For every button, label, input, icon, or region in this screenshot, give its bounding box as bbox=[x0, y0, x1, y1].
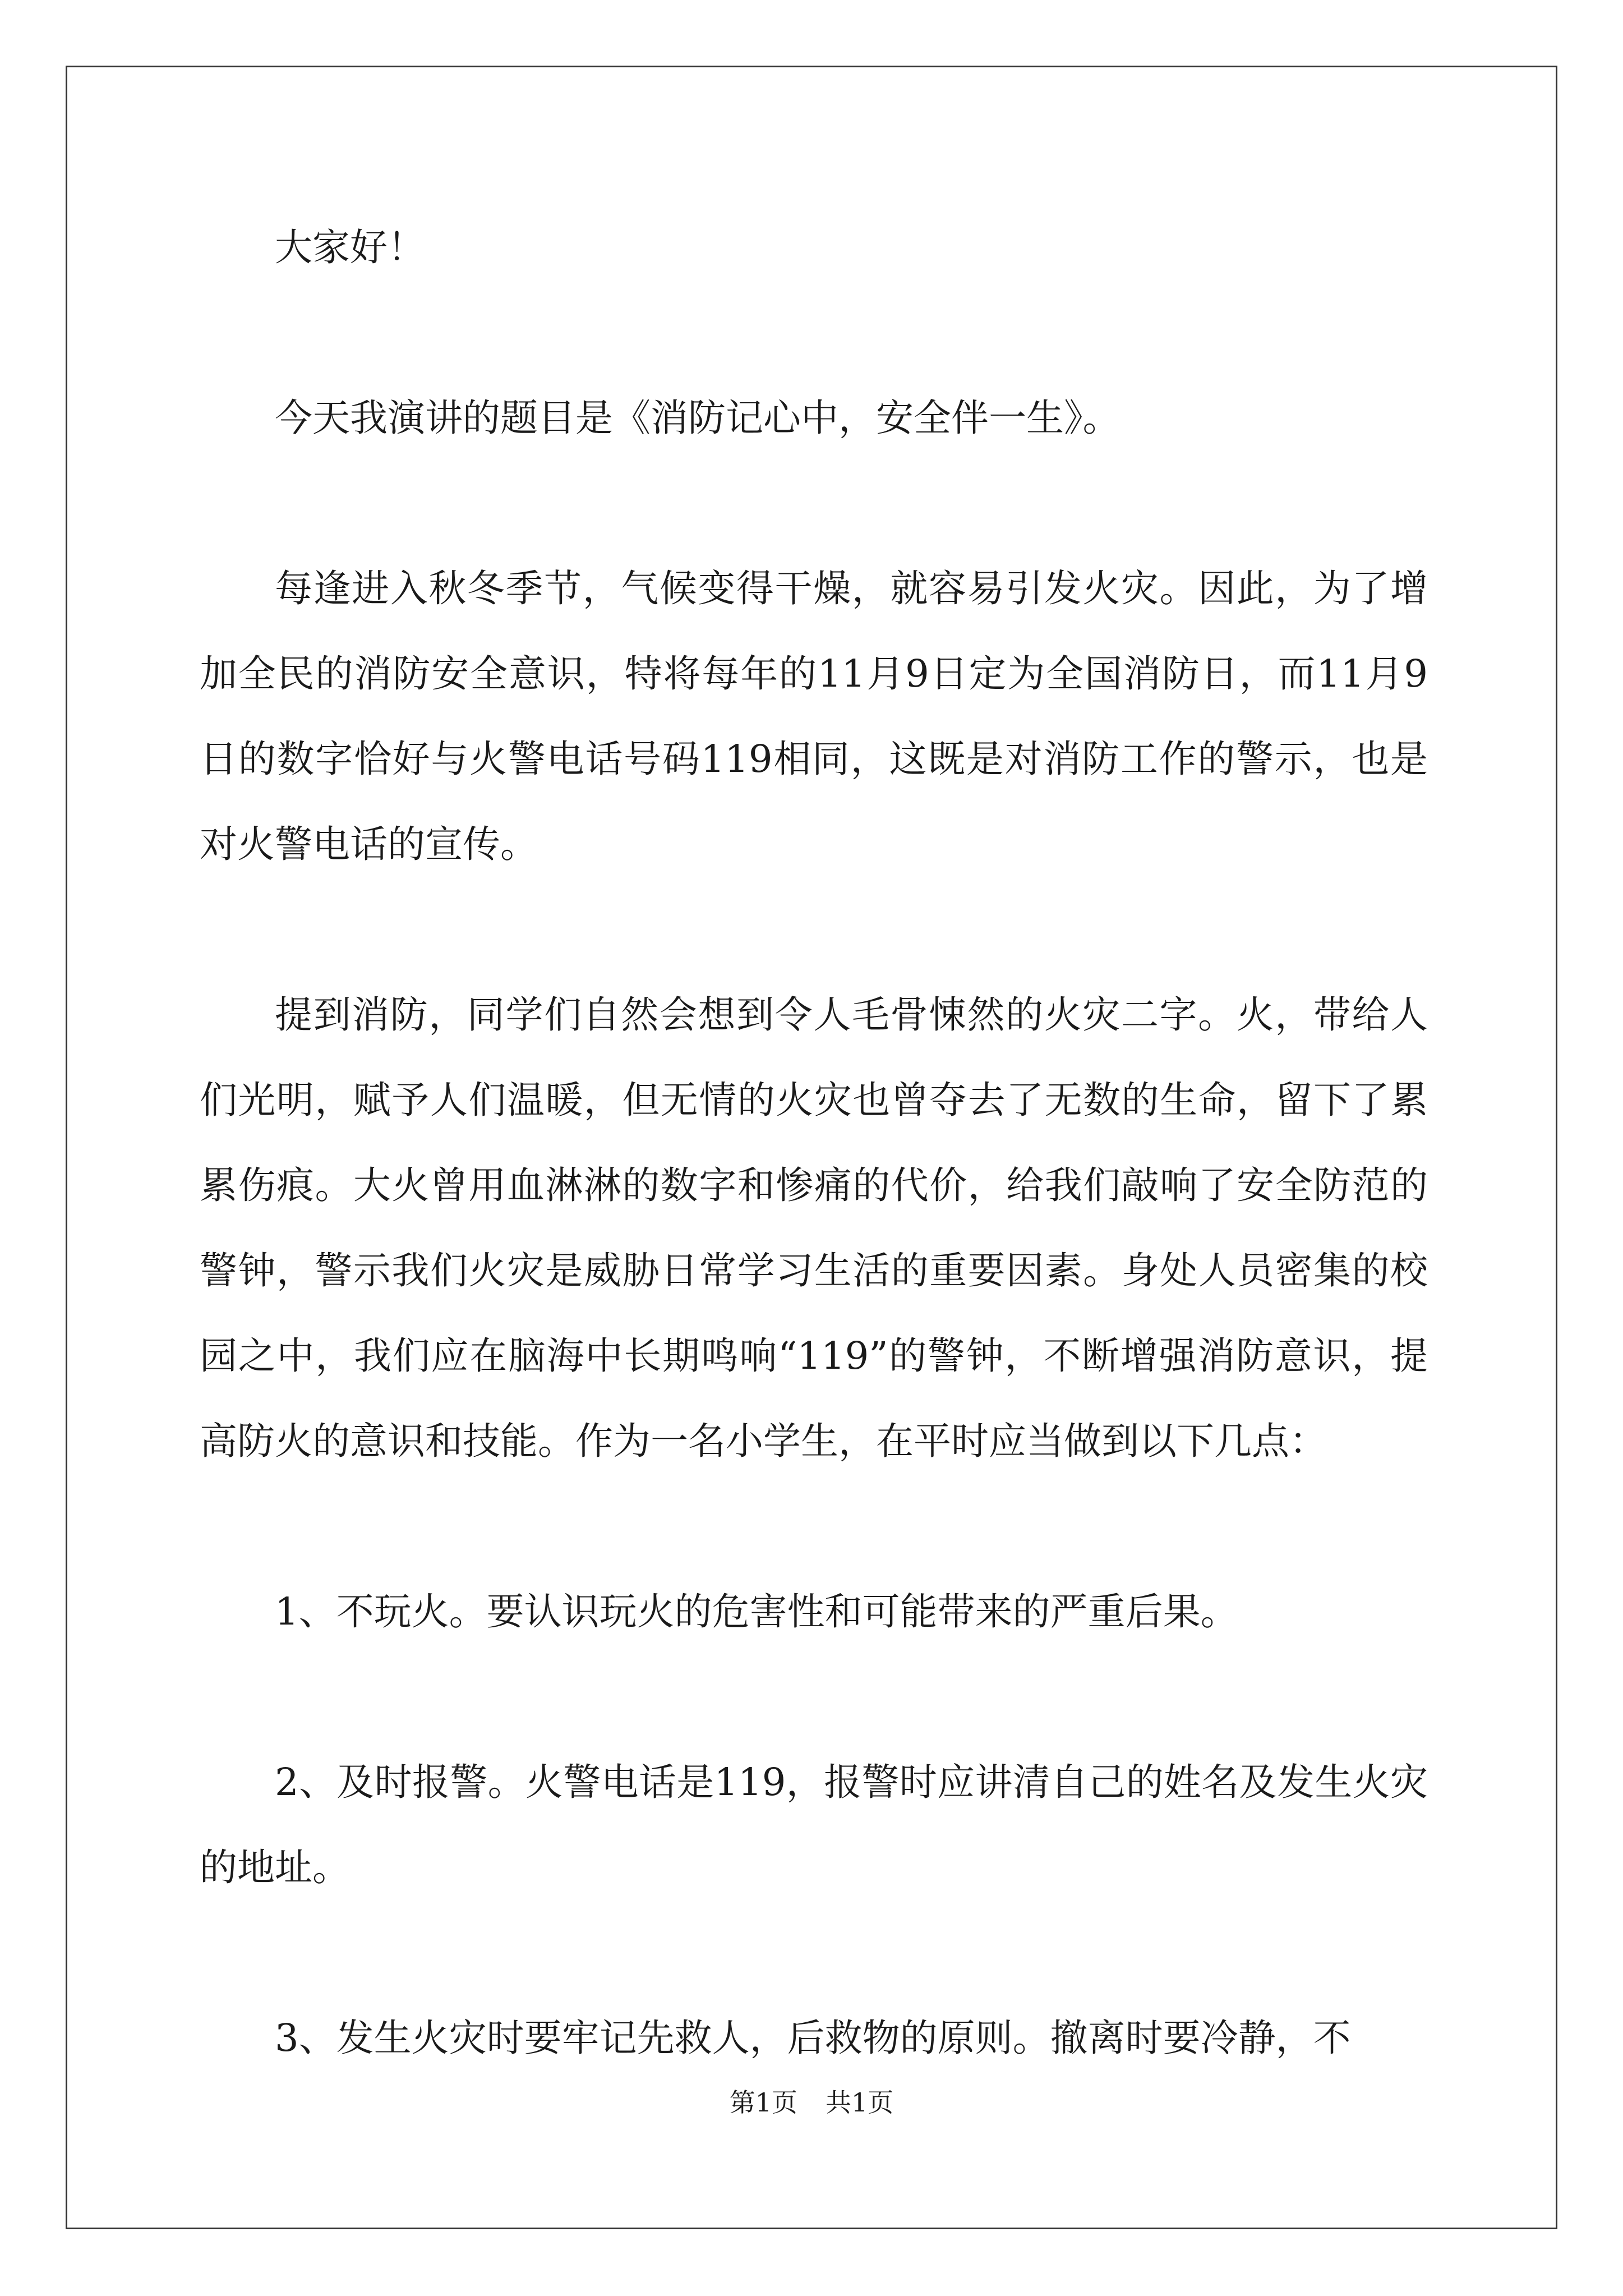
page-footer bbox=[0, 2086, 1623, 2119]
paragraph-point-2: 2、及时报警。火警电话是119，报警时应讲清自己的姓名及发生火灾的地址。 bbox=[200, 1760, 1428, 1889]
paragraph-fire-day: 每逢进入秋冬季节，气候变得干燥，就容易引发火灾。因此，为了增加全民的消防安全意识，特将每年的11月9日定为全国消防日，而11月9日的数字恰好与火警电话号码119相同，这既是对消防工作的警示，也是对火警电话的宣传。 bbox=[200, 567, 1428, 866]
document-body bbox=[200, 205, 1428, 2081]
page-number: 第1页 bbox=[729, 2087, 797, 2118]
paragraph-point-3: 3、发生火灾时要牢记先救人，后救物的原则。撤离时要冷静，不 bbox=[275, 2016, 1351, 2060]
paragraph-fire-safety: 提到消防，同学们自然会想到令人毛骨悚然的火灾二字。火，带给人们光明，赋予人们温暖，但无情的火灾也曾夺去了无数的生命，留下了累累伤痕。大火曾用血淋淋的数字和惨痛的代价，给我们敲响了安全防范的警钟，警示我们火灾是威胁日常学习生活的重要因素。身处人员密集的校园之中，我们应在脑海中长期鸣响“119”的警钟，不断增强消防意识，提高防火的意识和技能。作为一名小学生，在平时应当做到以下几点： bbox=[200, 993, 1428, 1463]
page-total: 共1页 bbox=[826, 2087, 894, 2118]
paragraph-topic: 今天我演讲的题目是《消防记心中，安全伴一生》。 bbox=[275, 396, 1121, 440]
paragraph-point-1: 1、不玩火。要认识玩火的危害性和可能带来的严重后果。 bbox=[275, 1590, 1238, 1634]
paragraph-greeting: 大家好！ bbox=[275, 226, 425, 269]
